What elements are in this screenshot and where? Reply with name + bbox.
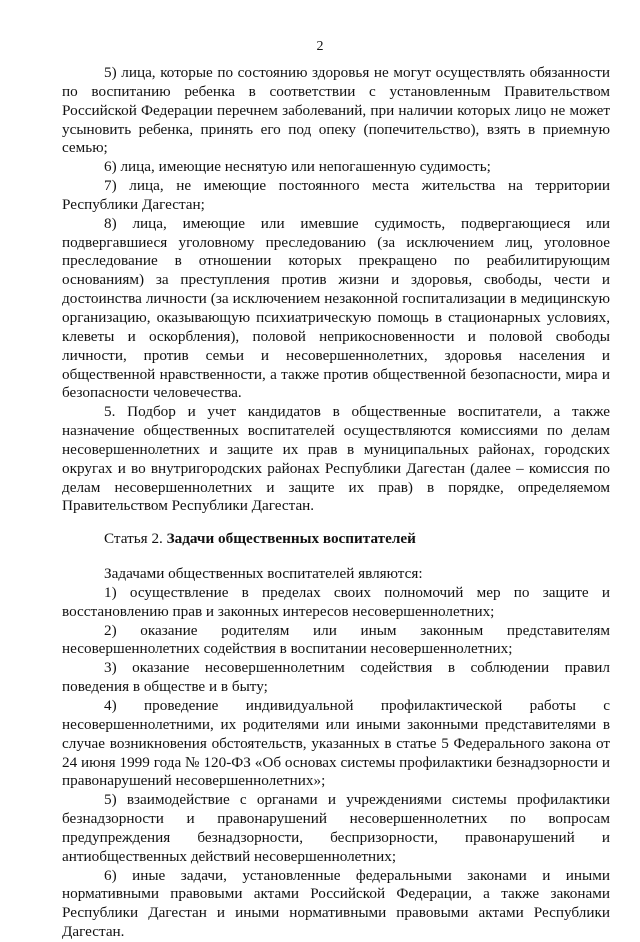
paragraph-clause-5: 5. Подбор и учет кандидатов в общественные воспитатели, а также назначение общественных воспитателей осуществляются комиссиями по делам несовершеннолетних и защите их прав в муниципальных районах, городских округах и во внутригородских районах Республики Дагестан (далее – комиссия по делам несовершеннолетних и защите их прав) в порядке, определяемом Правительством Республики Дагестан. [62,403,610,515]
paragraph-item-6: 6) лица, имеющие неснятую или непогашенную судимость; [104,158,491,176]
paragraph-item-7: 7) лица, не имеющие постоянного места жительства на территории Республики Дагестан; [62,177,610,213]
task-item: 1) осуществление в пределах своих полномочий мер по защите и восстановлению прав и законных интересов несовершеннолетних; [62,583,610,620]
task-item: 4) проведение индивидуальной профилактической работы с несовершеннолетними, их родителями или иными законными представителями в случае возникновения обстоятельств, указанных в статье 5 Федерального закона от 24 июня 1999 года № 120-ФЗ «Об основах системы профилактики безнадзорности и правонарушений несовершеннолетних»; [62,697,610,790]
task-item: 5) взаимодействие с органами и учреждениями системы профилактики безнадзорности и правонарушений несовершеннолетних по вопросам предупреждения безнадзорности, беспризорности, правонарушений и антиобщественных действий несовершеннолетних; [62,791,610,865]
article-heading [62,530,610,549]
tasks-intro: Задачами общественных воспитателей являются: [104,565,423,583]
paragraph-item-8: 8) лица, имеющие или имевшие судимость, подвергающиеся или подвергавшиеся уголовному преследованию (за исключением лиц, уголовное преследование в отношении которых прекращено по реабилитирующим основаниям) за преступления против жизни и здоровья, свободы, чести и достоинства личности (за исключением незаконной госпитализации в медицинскую организацию, оказывающую психиатрическую помощь в стационарных условиях, клеветы и оскорбления), половой неприкосновенности и половой свободы личности, против семьи и несовершеннолетних, здоровья населения и общественной нравственности, а также против общественной безопасности, мира и безопасности человечества. [62,214,610,402]
task-item: 6) иные задачи, установленные федеральными законами и иными нормативными правовыми актами Российской Федерации, а также законами Республики Дагестан и иными нормативными правовыми актами Республики Дагестан. [62,866,610,941]
task-item: 2) оказание родителям или иным законным представителям несовершеннолетних содействия в воспитании несовершеннолетних; [62,621,610,658]
page-number: 2 [316,39,324,54]
document-body [62,64,610,942]
paragraph-item-5: 5) лица, которые по состоянию здоровья не могут осуществлять обязанности по воспитанию ребенка в соответствии с установленным Правительством Российской Федерации перечнем заболеваний, при наличии которых лицо не может усыновить ребенка, принять его под опеку (попечительство), взять в приемную семью; [62,64,610,157]
article-prefix: Статья 2. [104,530,167,548]
article-title: Задачи общественных воспитателей [166,530,416,548]
task-item: 3) оказание несовершеннолетним содействия в соблюдении правил поведения в обществе и в быту; [62,659,610,696]
